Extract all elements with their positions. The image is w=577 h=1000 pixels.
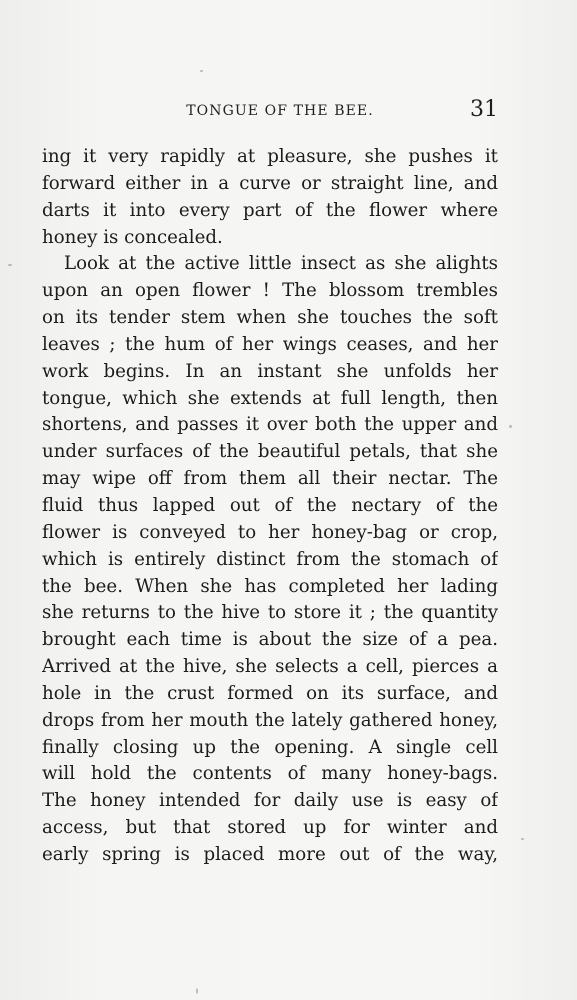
text-line: ing it very rapidly at pleasure, she pushes it <box>42 146 498 167</box>
text-line: Look at the active little insect as she alights <box>64 253 498 275</box>
paper-speck <box>8 264 12 266</box>
text-line: Arrived at the hive, she selects a cell, pierces a <box>42 656 498 678</box>
text-line: forward either in a curve or straight line, and <box>42 172 498 194</box>
page-number: 31 <box>470 97 498 122</box>
page-header <box>42 97 498 127</box>
paper-speck <box>521 838 524 840</box>
paper-speck <box>200 70 203 72</box>
text-line: honey is concealed. <box>42 226 223 248</box>
text-line: she returns to the hive to store it ; the quantity <box>42 602 498 624</box>
text-line: The honey intended for daily use is easy of <box>42 790 498 812</box>
running-title: TONGUE OF THE BEE. <box>186 103 374 119</box>
text-line: finally closing up the opening. A single cell <box>42 736 498 758</box>
text-line: flower is conveyed to her honey-bag or crop, <box>42 521 498 543</box>
text-line: may wipe off from them all their nectar. The <box>42 468 498 490</box>
text-line: access, but that stored up for winter and <box>42 817 498 839</box>
text-line: hole in the crust formed on its surface, and <box>42 682 498 704</box>
text-line: upon an open flower ! The blossom trembles <box>42 280 498 302</box>
text-line: leaves ; the hum of her wings ceases, and her <box>42 333 498 355</box>
paper-speck <box>196 988 198 994</box>
text-line: drops from her mouth the lately gathered honey, <box>42 709 498 731</box>
text-line: work begins. In an instant she unfolds her <box>42 360 498 382</box>
text-line: shortens, and passes it over both the upper and <box>42 414 498 436</box>
text-line: fluid thus lapped out of the nectary of the <box>42 494 498 516</box>
text-line: under surfaces of the beautiful petals, that she <box>42 441 498 463</box>
text-line: brought each time is about the size of a pea. <box>42 629 498 651</box>
text-line: early spring is placed more out of the way, <box>42 843 498 865</box>
body-text <box>42 144 498 869</box>
text-line: the bee. When she has completed her lading <box>42 575 498 597</box>
paper-speck <box>509 425 512 428</box>
text-line: tongue, which she extends at full length, then <box>42 387 498 409</box>
text-line: which is entirely distinct from the stomach of <box>42 548 498 570</box>
text-line: will hold the contents of many honey-bags. <box>42 763 498 785</box>
text-line: darts it into every part of the flower where <box>42 199 498 221</box>
text-line: on its tender stem when she touches the soft <box>42 307 498 329</box>
